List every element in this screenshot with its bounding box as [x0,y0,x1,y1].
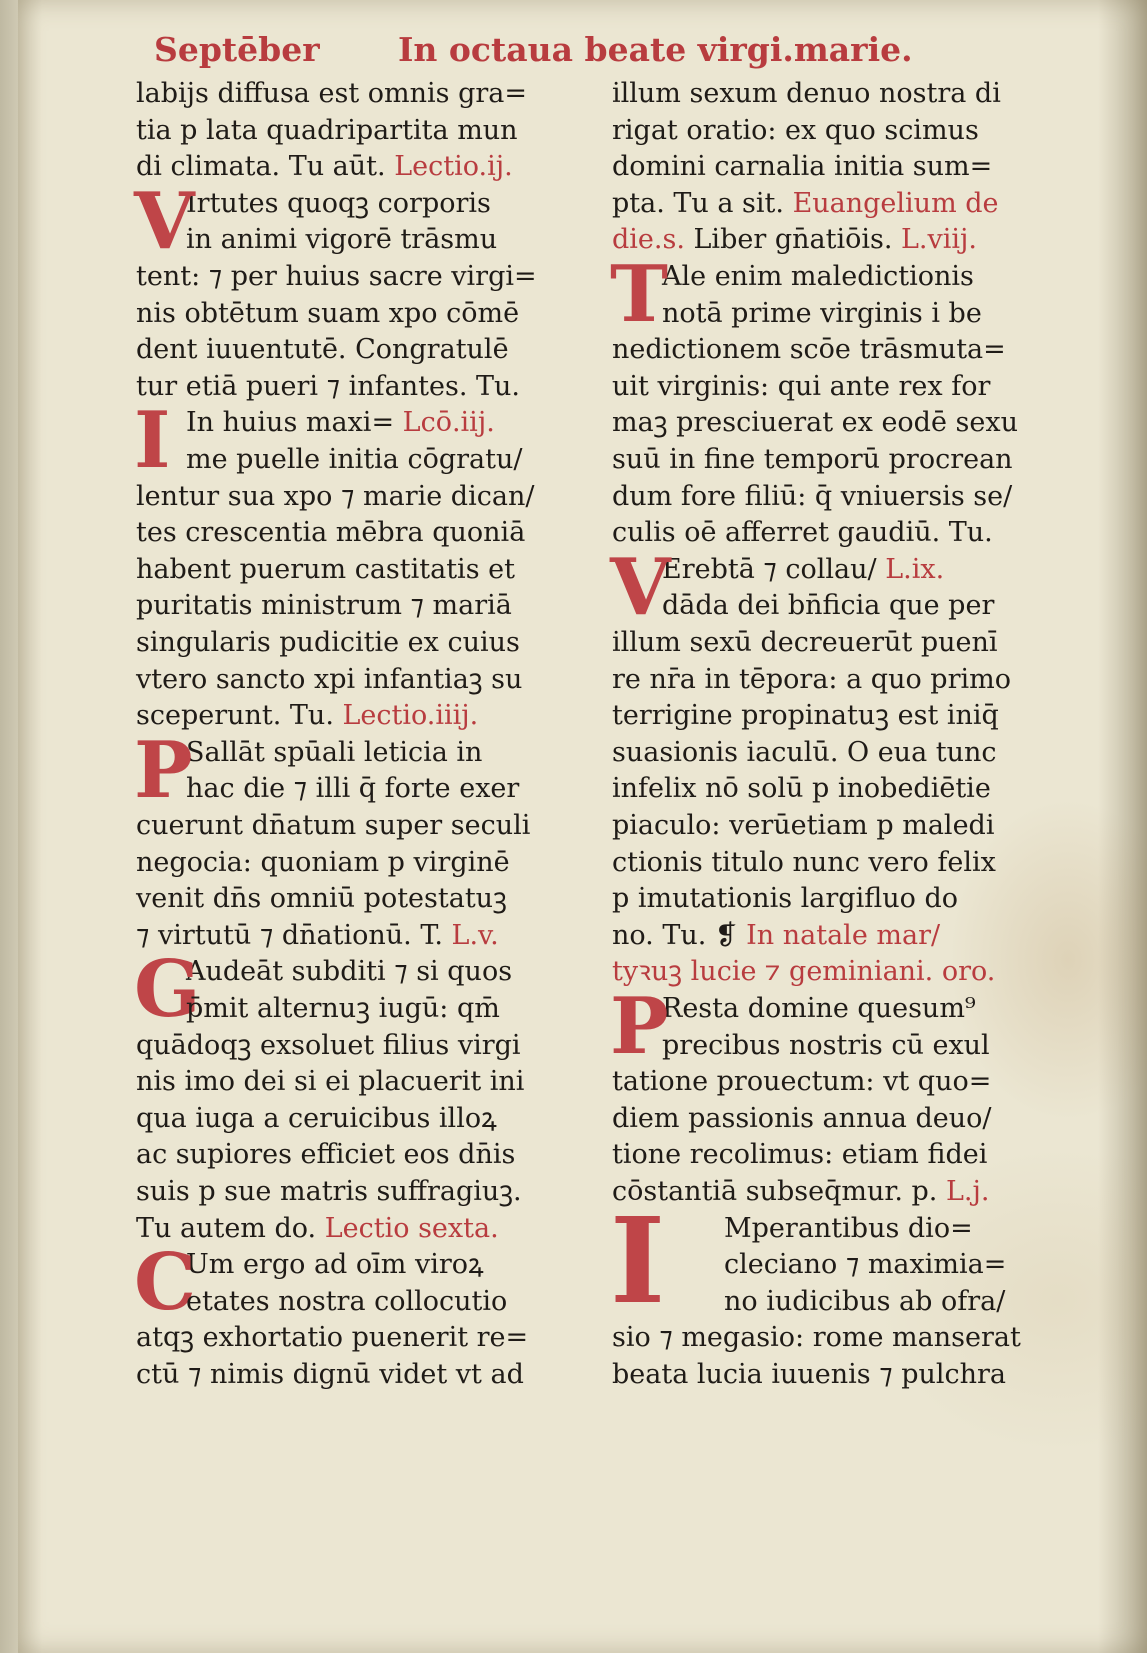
right-column-line [612,1100,991,1138]
right-column-line [612,148,992,186]
line-text: sceperunt. Tu. [136,700,343,732]
left-column-line [186,734,482,772]
right-column-line [662,990,976,1028]
right-column-line [612,624,998,662]
left-column-line [136,587,512,625]
right-column-line [724,1246,1006,1284]
right-column-line [612,807,994,845]
line-text: In huius maxi= [186,407,403,439]
left-column-line [186,1283,507,1321]
line-text: rigat oratio: ex quo scimus [612,114,979,146]
header-title: In octaua beate virgi.marie. [398,30,913,69]
rubric-text: Lectio.iiij. [342,700,479,732]
right-column-line [612,1173,989,1211]
line-text: domini carnalia initia sum= [612,151,993,183]
right-column-line [612,1063,991,1101]
right-column-line [612,185,999,223]
right-column-line [662,1027,990,1065]
page-gutter-edge [0,0,18,1653]
right-column-line [612,697,999,735]
left-column-line [186,953,512,991]
rubric-text: Lcō.iij. [402,407,495,439]
left-column-line [186,185,491,223]
left-column-line [136,844,510,882]
drop-capital-initial: V [134,175,195,267]
right-column-line [612,1319,1021,1357]
rubric-text: In natale mar/ [746,919,941,951]
line-text: illum sexum denuo nostra di [612,78,1001,109]
line-text: illum sexū decreuerūt puenī [612,627,998,658]
line-text: maꝫ presciuerat ex eodē sexu [612,407,1018,439]
line-text: hac die ⁊ illi q̄ forte exer [186,773,520,805]
right-column-line [724,1210,973,1248]
running-header [18,30,1147,80]
line-text: venit dn̄s omniū potestatuꝫ [136,883,507,915]
line-text: quādoqꝫ exsoluet filius virgi [136,1029,521,1061]
line-text: habent puerum castitatis et [136,553,515,585]
line-text: labijs diffusa est omnis gra= [136,78,527,109]
line-text: qua iuga a ceruicibus illoꝝ [136,1102,497,1134]
rubric-text: Euangelium de [792,187,999,219]
right-column-line [612,770,991,808]
line-text: Um ergo ad oīm viroꝝ [186,1249,484,1281]
line-text: suū in fine temporū procrean [612,444,1013,475]
line-text: tatione prouectum: vt quo= [612,1066,992,1098]
line-text: dāda dei bn̄ficia que per [662,590,995,622]
line-text: nis imo dei si ei placuerit ini [136,1066,525,1098]
rubric-text: L.v. [451,919,499,951]
line-text: p imutationis largifluo do [612,883,958,915]
line-text: negocia: quoniam p virginē [136,846,510,878]
right-column-line [612,661,1011,699]
rubric-text: L.viij. [901,224,977,256]
right-column-line [612,112,979,150]
left-column-line [136,1027,521,1065]
line-text: piaculo: verūetiam p maledi [612,810,995,841]
right-column-line [612,75,1001,113]
drop-capital-initial: I [610,1190,666,1330]
line-text: beata lucia iuuenis ⁊ pulchra [612,1359,1007,1390]
line-text: terrigine propinatuꝫ est iniq̄ [612,700,999,732]
line-text: di climata. Tu aūt. [136,151,395,183]
left-column-line [186,990,500,1028]
line-text: no. Tu. ❡ [612,919,747,951]
right-column-line [612,478,1012,516]
drop-capital-initial: P [610,981,669,1072]
left-column-line [136,624,520,662]
line-text: ac supiores efficiet eos dn̄is [136,1139,516,1171]
left-column-line [186,221,497,259]
left-column-line [136,368,520,406]
left-column-line [136,1319,528,1357]
right-column-line [612,1136,987,1174]
rubric-text: L.j. [945,1176,990,1207]
line-text: Sallāt spūali leticia in [186,736,483,768]
left-column-line [136,1100,497,1138]
left-column-line [186,404,495,442]
line-text: notā prime virginis i be [662,297,982,329]
line-text: in animi vigorē trāsmu [186,224,498,256]
line-text: precibus nostris cū exul [662,1029,990,1061]
left-column-line [186,1246,484,1284]
right-column-line [612,331,1006,369]
drop-capital-initial: C [134,1237,197,1329]
right-column-line [612,953,995,991]
left-column-line [136,1356,524,1394]
line-text: ctū ⁊ nimis dignū videt vt ad [136,1359,524,1390]
left-column-line [136,1063,524,1101]
right-column-line [612,844,996,882]
line-text: dum fore filiū: q̄ vniuersis se/ [612,480,1013,512]
left-column-line [136,514,525,552]
line-text: ⁊ virtutū ⁊ dn̄ationū. T. [136,919,452,951]
line-text: puritatis ministrum ⁊ mariā [136,590,512,622]
drop-capital-initial: P [134,724,193,816]
line-text: cōstantiā subseq̄mur. p. [612,1176,946,1207]
left-column-line [186,770,519,808]
right-column-line [724,1283,1005,1321]
rubric-text: Lectio.ij. [394,151,513,183]
drop-capital-initial: G [134,944,201,1036]
right-column-line [662,587,994,625]
line-text: Liber gn̄atiōis. [684,224,901,256]
line-text: re nr̄a in tēpora: a quo primo [612,663,1011,695]
line-text: tur etiā pueri ⁊ infantes. Tu. [136,370,520,402]
line-text: p̄mit alternuꝫ iugū: qm̄ [186,993,500,1024]
drop-capital-initial: V [610,541,671,633]
right-column-line [612,734,997,772]
line-text: atqꝫ exhortatio puenerit re= [136,1322,529,1354]
line-text: suasionis iaculū. O eua tunc [612,736,997,768]
right-column-line [662,295,982,333]
header-month: Septēber [154,30,320,69]
line-text: dent iuuentutē. Congratulē [136,334,509,366]
manuscript-page [18,0,1147,1653]
left-column-line [136,295,519,333]
line-text: sio ⁊ megasio: rome manserat [612,1322,1021,1354]
left-column-line [136,112,518,150]
line-text: cleciano ⁊ maximia= [724,1249,1007,1281]
line-text: ctionis titulo nunc vero felix [612,846,996,878]
line-text: singularis pudicitie ex cuius [136,627,520,658]
rubric-text: tyꝛuꝫ lucie ⁊ geminiani. oro. [612,956,996,988]
left-column-line [136,75,527,113]
drop-capital-initial: I [134,395,171,487]
line-text: tes crescentia mēbra quoniā [136,517,526,549]
right-column-line [662,551,944,589]
line-text: Ale enim maledictionis [662,261,974,292]
right-column-line [612,368,990,406]
line-text: no iudicibus ab ofra/ [724,1285,1006,1317]
drop-capital-initial: T [610,249,669,340]
right-column-line [612,1356,1006,1394]
line-text: nedictionem scōe trāsmuta= [612,334,1006,366]
left-column-line [136,258,537,296]
rubric-text: L.ix. [885,553,945,585]
right-column-line [612,404,1018,442]
left-column-line [136,807,530,845]
line-text: uit virginis: qui ante rex for [612,370,991,402]
line-text: diem passionis annua deuo/ [612,1102,992,1134]
line-text: suis p sue matris suffragiuꝫ. [136,1176,522,1207]
line-text: pta. Tu a sit. [612,187,793,219]
line-text: cuerunt dn̄atum super seculi [136,810,531,841]
line-text: Irtutes quoqꝫ corporis [186,187,491,219]
left-column-line [136,478,534,516]
line-text: nis obtētum suam xpo cōmē [136,297,520,329]
right-column-line [612,917,940,955]
left-column-line [136,1136,515,1174]
rubric-text: Lectio sexta. [324,1212,499,1244]
left-column-line [186,441,522,479]
line-text: tent: ⁊ per huius sacre virgi= [136,261,537,292]
line-text: Tu autem do. [136,1212,325,1244]
line-text: Resta domine quesum⁹ [662,993,976,1024]
line-text: tione recolimus: etiam fidei [612,1139,988,1171]
line-text: Audeāt subditi ⁊ si quos [186,956,513,988]
left-column-line [136,661,522,699]
line-text: lentur sua xpo ⁊ marie dican/ [136,480,535,512]
line-text: Mperantibus dio= [724,1212,973,1244]
left-column-line [136,1173,522,1211]
line-text: Erebtā ⁊ collau/ [662,553,886,585]
line-text: me puelle initia cōgratu/ [186,444,523,475]
left-column-line [136,331,509,369]
left-column-line [136,551,515,589]
line-text: culis oē afferret gaudiū. Tu. [612,517,993,549]
rubric-text: die.s. [612,224,685,256]
line-text: infelix nō solū p inobediētie [612,773,991,805]
right-column-line [612,441,1013,479]
left-column-line [136,880,507,918]
right-column-line [662,258,974,296]
line-text: vtero sancto xpi infantiaꝫ su [136,663,523,695]
line-text: etates nostra collocutio [186,1285,508,1317]
line-text: tia p lata quadripartita mun [136,114,518,146]
right-column-line [612,880,958,918]
